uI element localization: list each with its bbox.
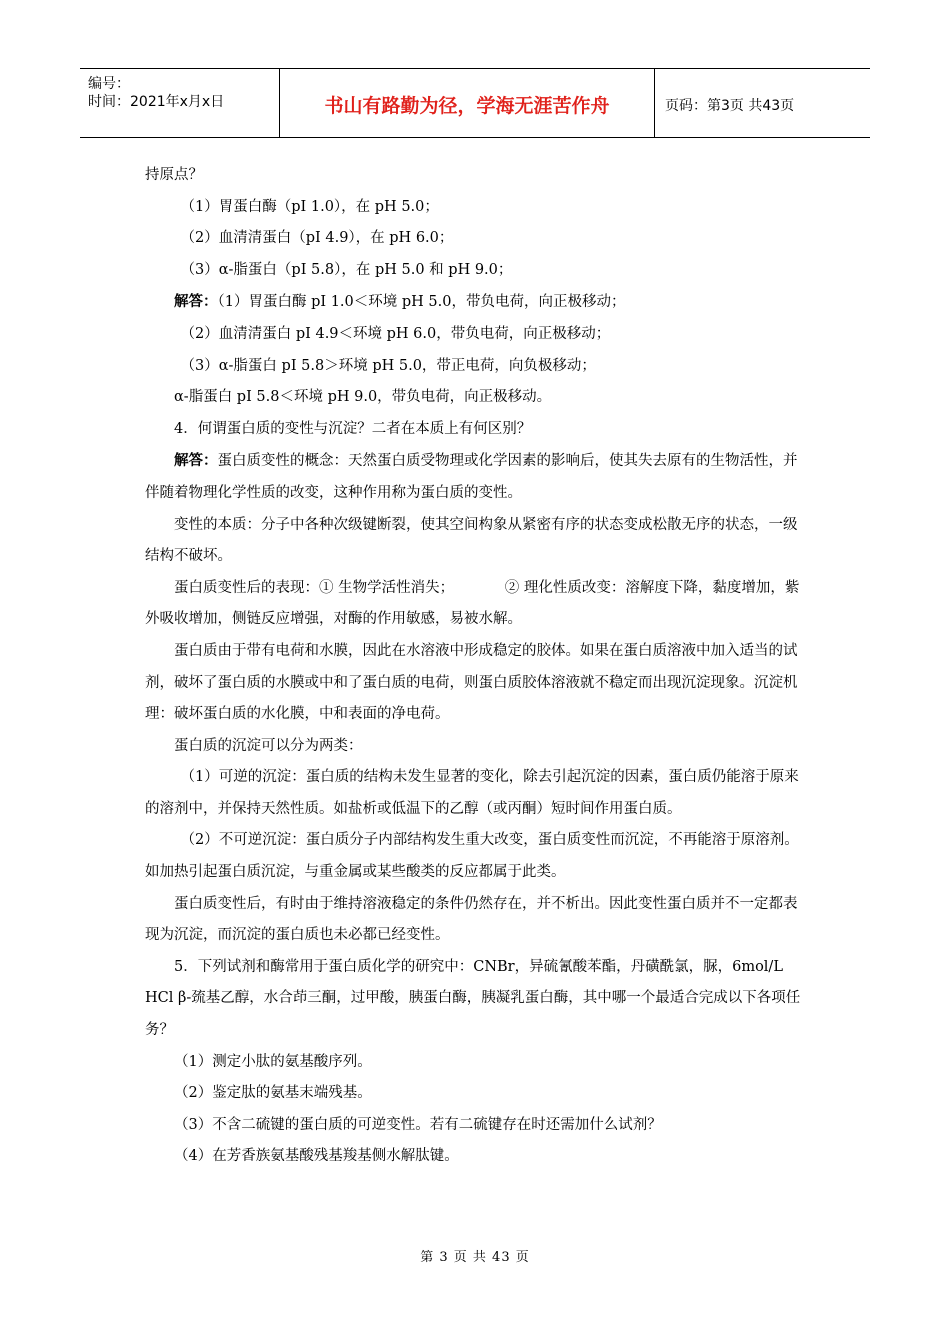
answer-text: 蛋白质变性的概念：天然蛋白质受物理或化学因素的影响后，使其失去原有的生物活性，并伴随着物理化学性质的改变，这种作用称为蛋白质的变性。 — [145, 453, 798, 501]
document-date-label: 时间：2021年x月x日 — [88, 94, 225, 110]
paragraph: 蛋白质的沉淀可以分为两类： — [174, 737, 363, 754]
answer-line: （3）α-脂蛋白 pI 5.8＞环境 pH 5.0，带正电荷，向负极移动； — [180, 357, 596, 374]
answer-label: 解答： — [174, 452, 218, 470]
question-item: （3）α-脂蛋白（pI 5.8），在 pH 5.0 和 pH 9.0； — [180, 261, 513, 278]
answer-line: α-脂蛋白 pI 5.8＜环境 pH 9.0，带负电荷，向正极移动。 — [174, 389, 552, 406]
question-heading: 5．下列试剂和酶常用于蛋白质化学的研究中：CNBr，异硫氰酸苯酯，丹磺酰氯，脲，6mol/L HCl β-巯基乙醇，水合茚三酮，过甲酸，胰蛋白酶，胰凝乳蛋白酶，其中哪一个最适合完成以下各项任务？ — [145, 958, 801, 1039]
document-body — [145, 160, 810, 1173]
document-number-label: 编号： — [88, 76, 130, 92]
answer-text: （1）胃蛋白酶 pI 1.0＜环境 pH 5.0，带负电荷，向正极移动； — [217, 294, 626, 311]
answer-label: 解答： — [174, 293, 218, 311]
page-header — [80, 68, 870, 138]
question-heading: 4．何谓蛋白质的变性与沉淀？二者在本质上有何区别？ — [174, 420, 532, 437]
answer-line: （2）血清清蛋白 pI 4.9＜环境 pH 6.0，带负电荷，向正极移动； — [180, 325, 611, 342]
header-motto-cell — [280, 69, 655, 137]
question-item: （1）胃蛋白酶（pI 1.0），在 pH 5.0； — [180, 198, 439, 215]
paragraph: 变性的本质：分子中各种次级键断裂，使其空间构象从紧密有序的状态变成松散无序的状态，一级结构不破坏。 — [145, 516, 798, 565]
question-item: （2）血清清蛋白（pI 4.9），在 pH 6.0； — [180, 230, 454, 247]
paragraph: （2）不可逆沉淀：蛋白质分子内部结构发生重大改变，蛋白质变性而沉淀，不再能溶于原溶剂。如加热引起蛋白质沉淀，与重金属或某些酸类的反应都属于此类。 — [145, 832, 799, 881]
paragraph: 蛋白质变性后的表现：① 生物学活性消失； ② 理化性质改变：溶解度下降，黏度增加，紫外吸收增加，侧链反应增强，对酶的作用敏感，易被水解。 — [145, 579, 800, 628]
paragraph: 蛋白质变性后，有时由于维持溶液稳定的条件仍然存在，并不析出。因此变性蛋白质并不一定都表现为沉淀，而沉淀的蛋白质也未必都已经变性。 — [145, 895, 798, 944]
task-item: （2）鉴定肽的氨基末端残基。 — [174, 1085, 372, 1102]
header-page-cell — [655, 69, 870, 137]
paragraph: 蛋白质由于带有电荷和水膜，因此在水溶液中形成稳定的胶体。如果在蛋白质溶液中加入适当的试剂，破坏了蛋白质的水膜或中和了蛋白质的电荷，则蛋白质胶体溶液就不稳定而出现沉淀现象。沉淀机理：破坏蛋白质的水化膜，中和表面的净电荷。 — [145, 642, 798, 723]
paragraph: （1）可逆的沉淀：蛋白质的结构未发生显著的变化，除去引起沉淀的因素，蛋白质仍能溶于原来的溶剂中，并保持天然性质。如盐析或低温下的乙醇（或丙酮）短时间作用蛋白质。 — [145, 769, 799, 817]
task-item: （1）测定小肽的氨基酸序列。 — [174, 1053, 372, 1070]
header-page-number: 页码：第3页 共43页 — [665, 98, 795, 114]
answer-line — [145, 286, 810, 319]
task-item: （3）不含二硫键的蛋白质的可逆变性。若有二硫键存在时还需加什么试剂？ — [174, 1116, 662, 1133]
answer-paragraph — [145, 445, 810, 509]
header-motto: 书山有路勤为径，学海无涯苦作舟 — [324, 95, 610, 117]
header-info-cell — [80, 69, 280, 137]
text-line: 持原点？ — [145, 167, 203, 183]
task-item: （4）在芳香族氨基酸残基羧基侧水解肽键。 — [174, 1148, 459, 1165]
page-footer: 第 3 页 共 43 页 — [420, 1250, 530, 1265]
